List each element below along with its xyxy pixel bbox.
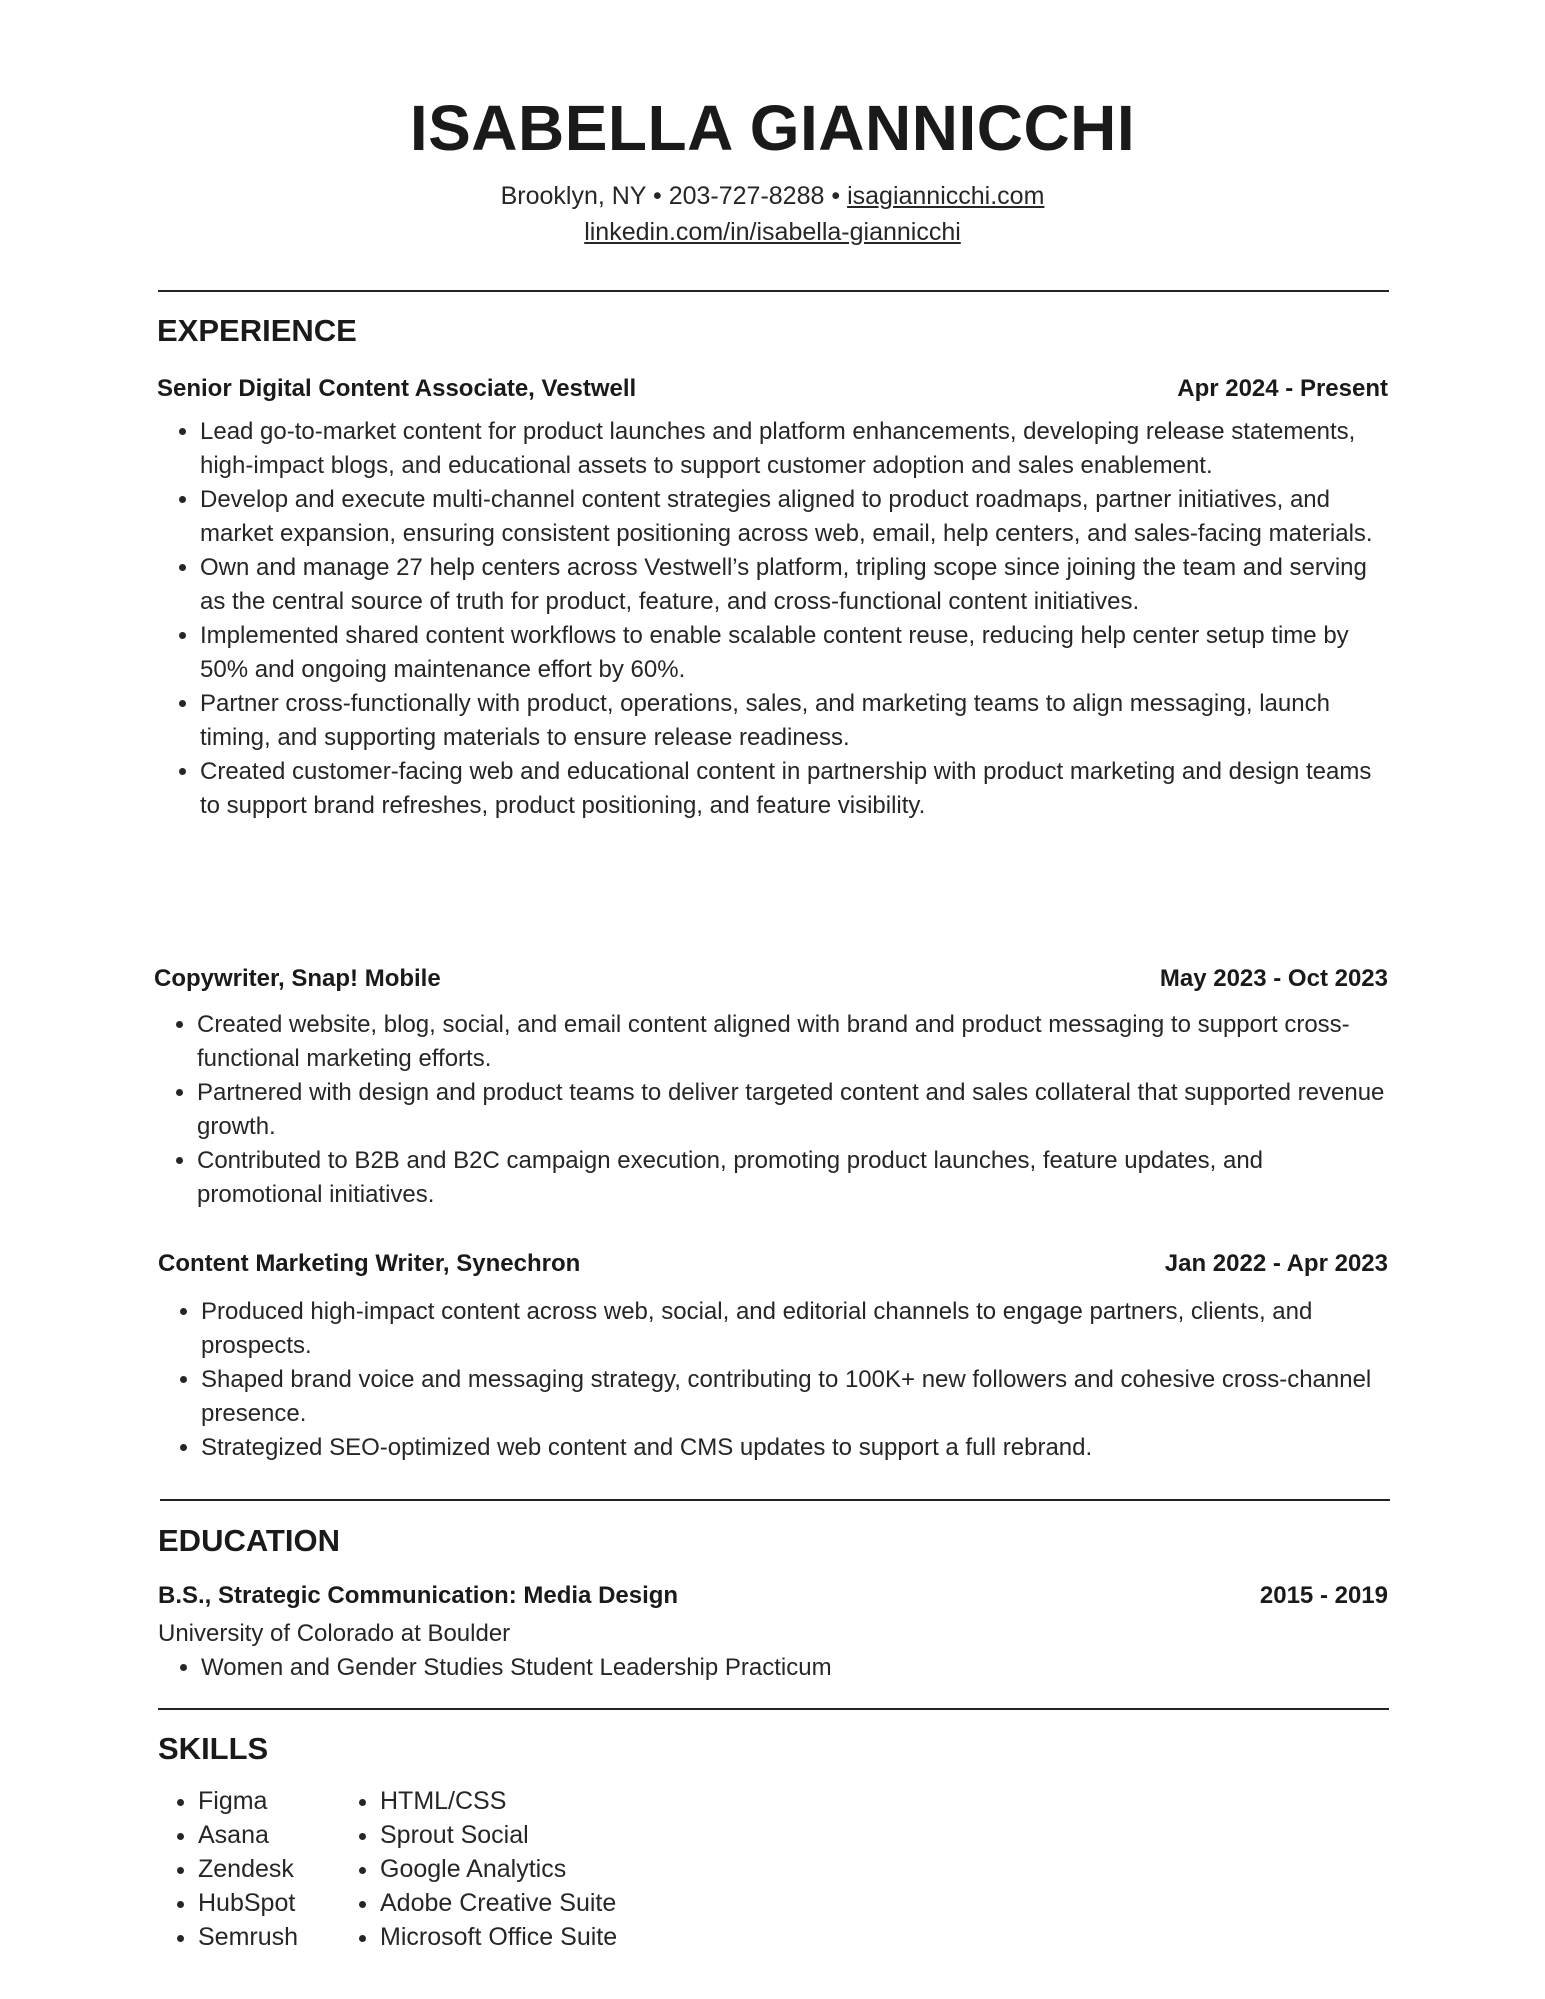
list-item: • Zendesk bbox=[198, 1852, 368, 1886]
list-item: • Created website, blog, social, and email content aligned with brand and product messaging to support cross-functional marketing efforts. bbox=[197, 1008, 1387, 1076]
list-item: • Sprout Social bbox=[380, 1818, 740, 1852]
section-divider bbox=[158, 290, 1389, 292]
skills-column-2 bbox=[340, 1784, 740, 1954]
section-divider bbox=[158, 1708, 1389, 1710]
list-item: • HubSpot bbox=[198, 1886, 368, 1920]
list-item: • Google Analytics bbox=[380, 1852, 740, 1886]
school-name: University of Colorado at Boulder bbox=[158, 1620, 511, 1647]
job-title: Copywriter, Snap! Mobile bbox=[154, 965, 441, 992]
list-item: • Figma bbox=[198, 1784, 368, 1818]
list-item: • Contributed to B2B and B2C campaign execution, promoting product launches, feature updates, and promotional initiatives. bbox=[197, 1144, 1387, 1212]
job-title: Senior Digital Content Associate, Vestwell bbox=[157, 375, 637, 402]
list-item: • Partnered with design and product teams to deliver targeted content and sales collateral that supported revenue growth. bbox=[197, 1076, 1387, 1144]
website-link[interactable]: isagiannicchi.com bbox=[847, 182, 1045, 210]
candidate-name: ISABELLA GIANNICCHI bbox=[409, 92, 1136, 164]
job-bullets bbox=[157, 415, 1390, 823]
job-bullets bbox=[158, 1295, 1391, 1465]
list-item: • Implemented shared content workflows to enable scalable content reuse, reducing help center setup time by 50% and ongoing maintenance effort by 60%. bbox=[200, 619, 1390, 687]
separator: • bbox=[652, 182, 662, 210]
skills-heading: SKILLS bbox=[158, 1731, 269, 1766]
linkedin-link[interactable]: linkedin.com/in/isabella-giannicchi bbox=[584, 218, 961, 246]
job-dates: May 2023 - Oct 2023 bbox=[1159, 965, 1388, 992]
list-item: • Own and manage 27 help centers across Vestwell’s platform, tripling scope since joining the team and serving as the central source of truth for product, feature, and cross-functional content initiatives. bbox=[200, 551, 1390, 619]
separator: • bbox=[831, 182, 841, 210]
job-bullets bbox=[154, 1008, 1387, 1212]
list-item: • Shaped brand voice and messaging strategy, contributing to 100K+ new followers and cohesive cross-channel presence. bbox=[201, 1363, 1391, 1431]
list-item: • Microsoft Office Suite bbox=[380, 1920, 740, 1954]
list-item: • Develop and execute multi-channel content strategies aligned to product roadmaps, partner initiatives, and market expansion, ensuring consistent positioning across web, email, help centers, and sales-facing materials. bbox=[200, 483, 1390, 551]
degree-title: B.S., Strategic Communication: Media Design bbox=[158, 1582, 679, 1609]
education-dates: 2015 - 2019 bbox=[1259, 1582, 1388, 1609]
contact-line-2 bbox=[0, 214, 1545, 250]
list-item: • Created customer-facing web and educational content in partnership with product marketing and design teams to support brand refreshes, product positioning, and feature visibility. bbox=[200, 755, 1390, 823]
section-divider bbox=[160, 1499, 1390, 1501]
list-item: • Lead go-to-market content for product launches and platform enhancements, developing release statements, high-impact blogs, and educational assets to support customer adoption and sales enablement. bbox=[200, 415, 1390, 483]
education-bullets bbox=[158, 1651, 1391, 1685]
list-item: • Produced high-impact content across web, social, and editorial channels to engage partners, clients, and prospects. bbox=[201, 1295, 1391, 1363]
list-item: • HTML/CSS bbox=[380, 1784, 740, 1818]
skills-column-1 bbox=[158, 1784, 368, 1954]
education-heading: EDUCATION bbox=[158, 1523, 340, 1558]
list-item: • Women and Gender Studies Student Leadership Practicum bbox=[201, 1651, 1391, 1685]
contact-line bbox=[0, 178, 1545, 214]
experience-heading: EXPERIENCE bbox=[157, 313, 357, 348]
job-dates: Jan 2022 - Apr 2023 bbox=[1164, 1250, 1388, 1277]
list-item: • Asana bbox=[198, 1818, 368, 1852]
job-dates: Apr 2024 - Present bbox=[1177, 375, 1388, 402]
location: Brooklyn, NY bbox=[500, 182, 647, 210]
list-item: • Partner cross-functionally with product, operations, sales, and marketing teams to align messaging, launch timing, and supporting materials to ensure release readiness. bbox=[200, 687, 1390, 755]
list-item: • Adobe Creative Suite bbox=[380, 1886, 740, 1920]
list-item: • Semrush bbox=[198, 1920, 368, 1954]
phone-number: 203-727-8288 bbox=[668, 182, 825, 210]
job-title: Content Marketing Writer, Synechron bbox=[158, 1250, 581, 1277]
list-item: • Strategized SEO-optimized web content and CMS updates to support a full rebrand. bbox=[201, 1431, 1391, 1465]
